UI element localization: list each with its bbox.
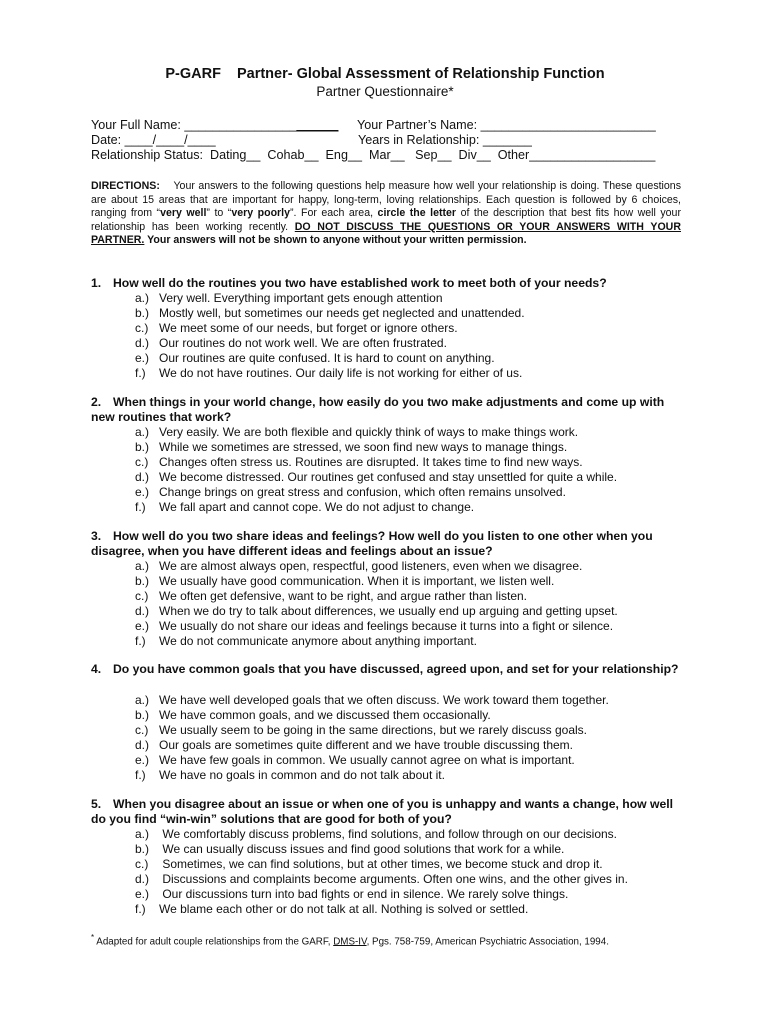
warning-text: DO NOT DISCUSS THE QUESTIONS OR YOUR ANSWERS WITH YOUR PARTNER. [91, 220, 681, 246]
directions: DIRECTIONS: Your answers to the following questions help measure how well your relationship is doing. These questions are about 15 areas that are important for happy, long-term, loving relationships. Each question is followed by 6 choices, ranging from “very well” to “very poorly”. For each area, circle the letter of the description that best fits how well your relationship has been working recently. DO NOT DISCUSS THE QUESTIONS OR YOUR ANSWERS WITH YOUR PARTNER. Your answers will not be shown to anyone without your written permission. [91, 180, 681, 246]
q5-option-b[interactable]: b.) We can usually discuss issues and find good solutions that work for a while. [135, 842, 565, 856]
question-3: 3. How well do you two share ideas and feelings? How well do you listen to one other when you disagree, when you have different ideas and feelings about an issue? [91, 529, 653, 558]
question-4: 4. Do you have common goals that you have discussed, agreed upon, and set for your relationship? [91, 662, 679, 676]
q3-option-c[interactable]: c.) We often get defensive, want to be right, and argue rather than listen. [135, 589, 528, 603]
q4-option-e[interactable]: e.) We have few goals in common. We usually cannot agree on what is important. [135, 753, 575, 767]
q5-option-c[interactable]: c.) Sometimes, we can find solutions, but at other times, we become stuck and drop it. [135, 857, 603, 871]
q2-option-f[interactable]: f.) We fall apart and cannot cope. We do not adjust to change. [135, 500, 475, 514]
q3-option-f[interactable]: f.) We do not communicate anymore about anything important. [135, 634, 477, 648]
full-name-field[interactable]: Your Full Name: ______________________ [91, 118, 339, 132]
q2-option-d[interactable]: d.) We become distressed. Our routines get confused and stay unsettled for quite a while. [135, 470, 618, 484]
footnote-reference: DMS-IV [333, 936, 367, 948]
q2-option-b[interactable]: b.) While we sometimes are stressed, we soon find new ways to manage things. [135, 440, 568, 454]
partner-name-field[interactable]: Your Partner’s Name: _________________________ [357, 118, 656, 132]
q5-option-a[interactable]: a.) We comfortably discuss problems, find solutions, and follow through on our decisions. [135, 827, 618, 841]
years-field[interactable]: Years in Relationship: _______ [358, 133, 532, 147]
q4-option-c[interactable]: c.) We usually seem to be going in the same directions, but we rarely discuss goals. [135, 723, 587, 737]
form-title: Partner- Global Assessment of Relationship Function [236, 66, 605, 82]
q5-option-e[interactable]: e.) Our discussions turn into bad fights or end in silence. We rarely solve things. [135, 887, 569, 901]
relationship-status-field[interactable]: Relationship Status: Dating__ Cohab__ Eng__ Mar__ Sep__ Div__ Other__________________ [91, 148, 656, 162]
q5-option-d[interactable]: d.) Discussions and complaints become arguments. Often one wins, and the other gives in. [135, 872, 628, 886]
q2-option-c[interactable]: c.) Changes often stress us. Routines are disrupted. It takes time to find new ways. [135, 455, 583, 469]
form-code: P-GARF [165, 66, 221, 82]
q1-option-f[interactable]: f.) We do not have routines. Our daily life is not working for either of us. [135, 366, 523, 380]
q3-option-b[interactable]: b.) We usually have good communication. When it is important, we listen well. [135, 574, 555, 588]
q3-option-a[interactable]: a.) We are almost always open, respectful, good listeners, even when we disagree. [135, 559, 583, 573]
q3-option-e[interactable]: e.) We usually do not share our ideas and feelings because it turns into a fight or silence. [135, 619, 614, 633]
q1-option-a[interactable]: a.) Very well. Everything important gets enough attention [135, 291, 443, 305]
q5-option-f[interactable]: f.) We blame each other or do not talk at all. Nothing is solved or settled. [135, 902, 529, 916]
q4-option-b[interactable]: b.) We have common goals, and we discussed them occasionally. [135, 708, 491, 722]
q1-option-c[interactable]: c.) We meet some of our needs, but forget or ignore others. [135, 321, 458, 335]
q3-option-d[interactable]: d.) When we do try to talk about differences, we usually end up arguing and getting upset. [135, 604, 618, 618]
question-5: 5. When you disagree about an issue or when one of you is unhappy and wants a change, how well do you find “win-win” solutions that are good for both of you? [91, 797, 674, 826]
q4-option-a[interactable]: a.) We have well developed goals that we often discuss. We work toward them together. [135, 693, 609, 707]
q4-option-f[interactable]: f.) We have no goals in common and do not talk about it. [135, 768, 445, 782]
footnote: * Adapted for adult couple relationships from the GARF, DMS-IV, Pgs. 758-759, American Psychiatric Association, 1994. [91, 933, 609, 948]
q2-option-a[interactable]: a.) Very easily. We are both flexible and quickly think of ways to make things work. [135, 425, 579, 439]
q4-option-d[interactable]: d.) Our goals are sometimes quite different and we have trouble discussing them. [135, 738, 573, 752]
q2-option-e[interactable]: e.) Change brings on great stress and confusion, which often remains unsolved. [135, 485, 566, 499]
page-subtitle: Partner Questionnaire* [316, 84, 454, 99]
question-2: 2. When things in your world change, how easily do you two make adjustments and come up with new routines that work? [91, 395, 665, 424]
q1-option-d[interactable]: d.) Our routines do not work well. We are often frustrated. [135, 336, 447, 350]
date-field[interactable]: Date: ____/____/____ [91, 133, 216, 147]
q1-option-e[interactable]: e.) Our routines are quite confused. It is hard to count on anything. [135, 351, 495, 365]
page-title [0, 66, 770, 82]
q1-option-b[interactable]: b.) Mostly well, but sometimes our needs get neglected and unattended. [135, 306, 525, 320]
question-1: 1. How well do the routines you two have established work to meet both of your needs? [91, 276, 607, 290]
